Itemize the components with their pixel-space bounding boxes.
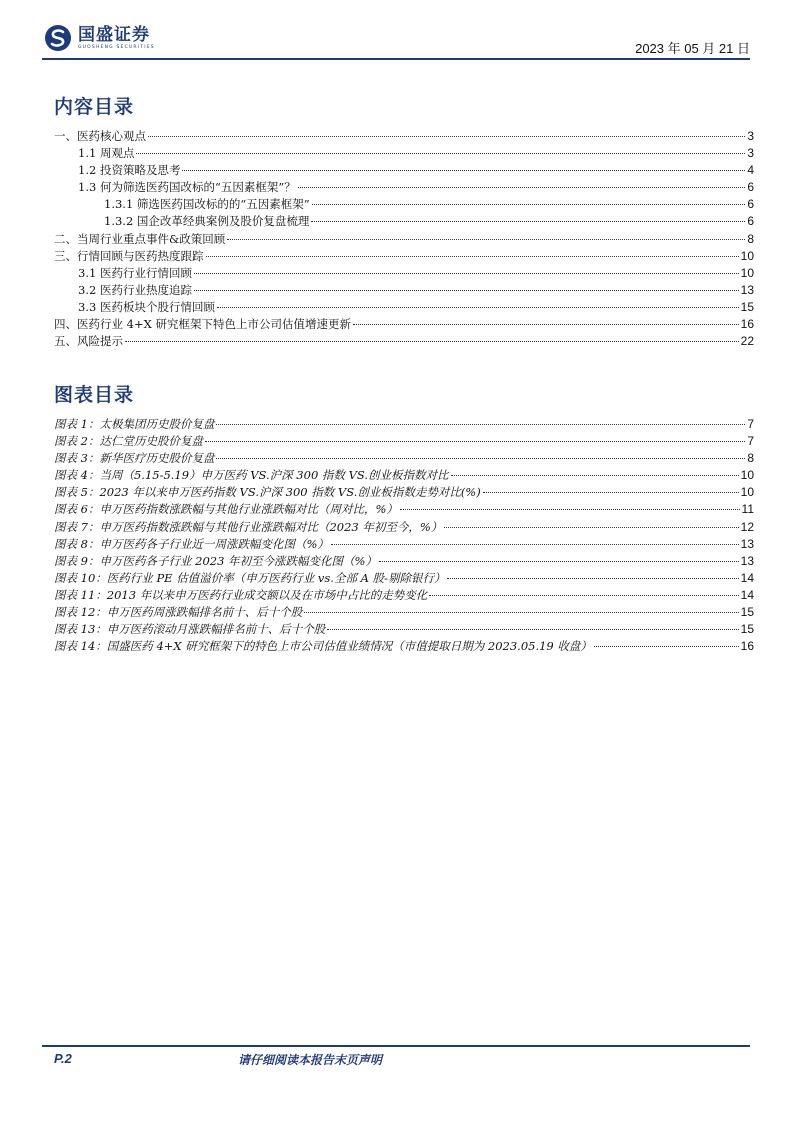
toc-entry-label: 3.2 医药行业热度追踪: [78, 282, 192, 297]
toc-entry-page: 8: [747, 231, 754, 246]
figure-entry[interactable]: [54, 501, 754, 518]
toc-entry-label: 三、行情回顾与医药热度跟踪: [54, 248, 204, 263]
figures-title: 图表目录: [54, 384, 135, 406]
toc-entry[interactable]: [54, 128, 754, 145]
toc-entry[interactable]: [54, 145, 754, 162]
toc-entry-page: 3: [747, 129, 754, 143]
dot-leader: [136, 153, 745, 154]
dot-leader: [594, 646, 739, 647]
toc-title: 内容目录: [54, 96, 135, 118]
toc-entry-label: 3.3 医药板块个股行情回顾: [78, 299, 215, 314]
figure-entry-label: 图表 7：申万医药指数涨跌幅与其他行业涨跌幅对比（2023 年初至今，%）: [54, 519, 443, 534]
figure-entry-page: 13: [740, 536, 754, 551]
toc-entry-page: 22: [740, 334, 754, 349]
logo-chinese-name: 国盛证券: [78, 25, 150, 45]
figure-entry-page: 16: [740, 639, 754, 654]
toc-entry[interactable]: [54, 213, 754, 230]
toc-entry[interactable]: [54, 231, 754, 248]
toc-entry-page: 4: [747, 163, 754, 178]
figure-entry[interactable]: [54, 587, 754, 604]
figure-entry[interactable]: [54, 519, 754, 536]
toc-entry[interactable]: [54, 282, 754, 299]
figure-entry-page: 15: [740, 622, 754, 637]
figure-entry-label: 图表 1：太极集团历史股价复盘: [54, 417, 215, 431]
figure-entry-label: 图表 3：新华医疗历史股价复盘: [54, 451, 215, 466]
toc-entry[interactable]: [54, 162, 754, 179]
dot-leader: [444, 527, 738, 528]
toc-entry-label: 1.1 周观点: [78, 146, 135, 161]
toc-entry-label: 五、风险提示: [54, 334, 123, 349]
toc-entry[interactable]: [54, 316, 754, 333]
figure-entry[interactable]: [54, 570, 754, 587]
figure-entry-label: 图表 13：申万医药滚动月涨跌幅排名前十、后十个股: [54, 622, 326, 637]
toc-entry-page: 6: [747, 180, 754, 195]
figure-entry[interactable]: [54, 604, 754, 621]
toc-entry-page: 13: [740, 282, 754, 297]
dot-leader: [331, 544, 739, 545]
dot-leader: [429, 595, 738, 596]
toc-entry[interactable]: [54, 248, 754, 265]
figure-entry-page: 8: [747, 451, 754, 466]
dot-leader: [451, 475, 739, 476]
toc-entry[interactable]: [54, 333, 754, 350]
figure-entry-page: 15: [740, 605, 754, 620]
figures-list: [54, 416, 754, 655]
dot-leader: [298, 187, 746, 188]
figure-entry-page: 13: [740, 553, 754, 568]
figure-entry-label: 图表 11：2013 年以来申万医药行业成交额以及在市场中占比的走势变化: [54, 587, 428, 602]
figure-entry[interactable]: [54, 621, 754, 638]
figure-entry[interactable]: [54, 433, 754, 450]
figure-entry-label: 图表 10：医药行业 PE 估值溢价率（申万医药行业 vs.全部 A 股-剔除银行）: [54, 570, 446, 585]
figure-entry-page: 10: [740, 485, 754, 500]
company-logo: [44, 24, 155, 52]
figure-entry-page: 10: [740, 468, 754, 483]
figure-entry[interactable]: [54, 484, 754, 501]
figure-entry[interactable]: [54, 450, 754, 467]
toc-entry-label: 1.3.1 筛选医药国改标的的“五因素框架”: [104, 197, 310, 212]
dot-leader: [148, 136, 745, 137]
figure-entry-label: 图表 4：当周（5.15-5.19）申万医药 VS.沪深 300 指数 VS.创业板指数对比: [54, 468, 449, 483]
footer-divider: [42, 1045, 750, 1047]
dot-leader: [125, 341, 739, 342]
dot-leader: [182, 170, 745, 171]
dot-leader: [311, 221, 745, 222]
dot-leader: [205, 441, 745, 442]
figure-entry[interactable]: [54, 416, 754, 433]
toc-entry[interactable]: [54, 179, 754, 196]
toc-entry-page: 16: [740, 317, 754, 332]
figure-entry[interactable]: [54, 553, 754, 570]
logo-english-name: GUOSHENG SECURITIES: [78, 45, 155, 50]
toc-entry-label: 1.3 何为筛选医药国改标的“五因素框架”？: [78, 180, 296, 195]
figure-entry[interactable]: [54, 467, 754, 484]
dot-leader: [447, 578, 738, 579]
figure-entry-label: 图表 6：申万医药指数涨跌幅与其他行业涨跌幅对比（周对比，%）: [54, 502, 398, 517]
toc-entry[interactable]: [54, 196, 754, 213]
dot-leader: [400, 509, 740, 510]
page-header: [42, 22, 750, 60]
dot-leader: [227, 239, 745, 240]
dot-leader: [216, 458, 745, 459]
dot-leader: [379, 561, 739, 562]
toc-entry-label: 3.1 医药行业行情回顾: [78, 265, 192, 280]
figure-entry-page: 14: [740, 587, 754, 602]
dot-leader: [483, 492, 739, 493]
dot-leader: [327, 629, 738, 630]
dot-leader: [216, 424, 745, 425]
figure-entry-page: 14: [740, 570, 754, 585]
dot-leader: [304, 612, 738, 613]
figure-entry[interactable]: [54, 638, 754, 655]
figure-entry-label: 图表 14：国盛医药 4+X 研究框架下的特色上市公司估值业绩情况（市值提取日期为 2023.05.19 收盘）: [54, 639, 592, 654]
toc-entry-label: 四、医药行业 4+X 研究框架下特色上市公司估值增速更新: [54, 317, 351, 332]
toc-entry-page: 10: [740, 248, 754, 263]
toc-entry-page: 10: [740, 265, 754, 280]
toc-entry[interactable]: [54, 299, 754, 316]
dot-leader: [206, 256, 739, 257]
figure-entry-label: 图表 2：达仁堂历史股价复盘: [54, 434, 203, 449]
report-date: 2023 年 05 月 21 日: [635, 41, 750, 56]
figure-entry-label: 图表 12：申万医药周涨跌幅排名前十、后十个股: [54, 605, 303, 620]
footer-disclaimer: 请仔细阅读本报告末页声明: [237, 1053, 382, 1067]
dot-leader: [217, 307, 739, 308]
figure-entry-label: 图表 5：2023 年以来申万医药指数 VS.沪深 300 指数 VS.创业板指数走势对比(%): [54, 485, 481, 500]
figure-entry-page: 7: [747, 434, 754, 449]
figure-entry-label: 图表 9：申万医药各子行业 2023 年初至今涨跌幅变化图（%）: [54, 553, 377, 568]
toc-entry-page: 3: [747, 146, 754, 161]
toc-entry-label: 一、医药核心观点: [54, 129, 146, 143]
guosheng-logo-icon: [44, 24, 72, 52]
dot-leader: [353, 324, 739, 325]
page-number: P.2: [54, 1051, 72, 1066]
toc-entry-page: 15: [740, 299, 754, 314]
toc-list: [54, 128, 754, 350]
figure-entry-page: 11: [741, 502, 754, 517]
dot-leader: [194, 290, 739, 291]
figure-entry-page: 7: [747, 417, 754, 431]
figure-entry-page: 12: [740, 519, 754, 534]
toc-entry-page: 6: [747, 197, 754, 212]
toc-entry-page: 6: [747, 214, 754, 229]
toc-entry-label: 二、当周行业重点事件&政策回顾: [54, 231, 226, 246]
dot-leader: [194, 273, 739, 274]
toc-entry-label: 1.2 投资策略及思考: [78, 163, 181, 178]
figure-entry-label: 图表 8：申万医药各子行业近一周涨跌幅变化图（%）: [54, 536, 329, 551]
dot-leader: [312, 204, 746, 205]
toc-entry[interactable]: [54, 265, 754, 282]
toc-entry-label: 1.3.2 国企改革经典案例及股价复盘梳理: [104, 214, 310, 229]
figure-entry[interactable]: [54, 536, 754, 553]
